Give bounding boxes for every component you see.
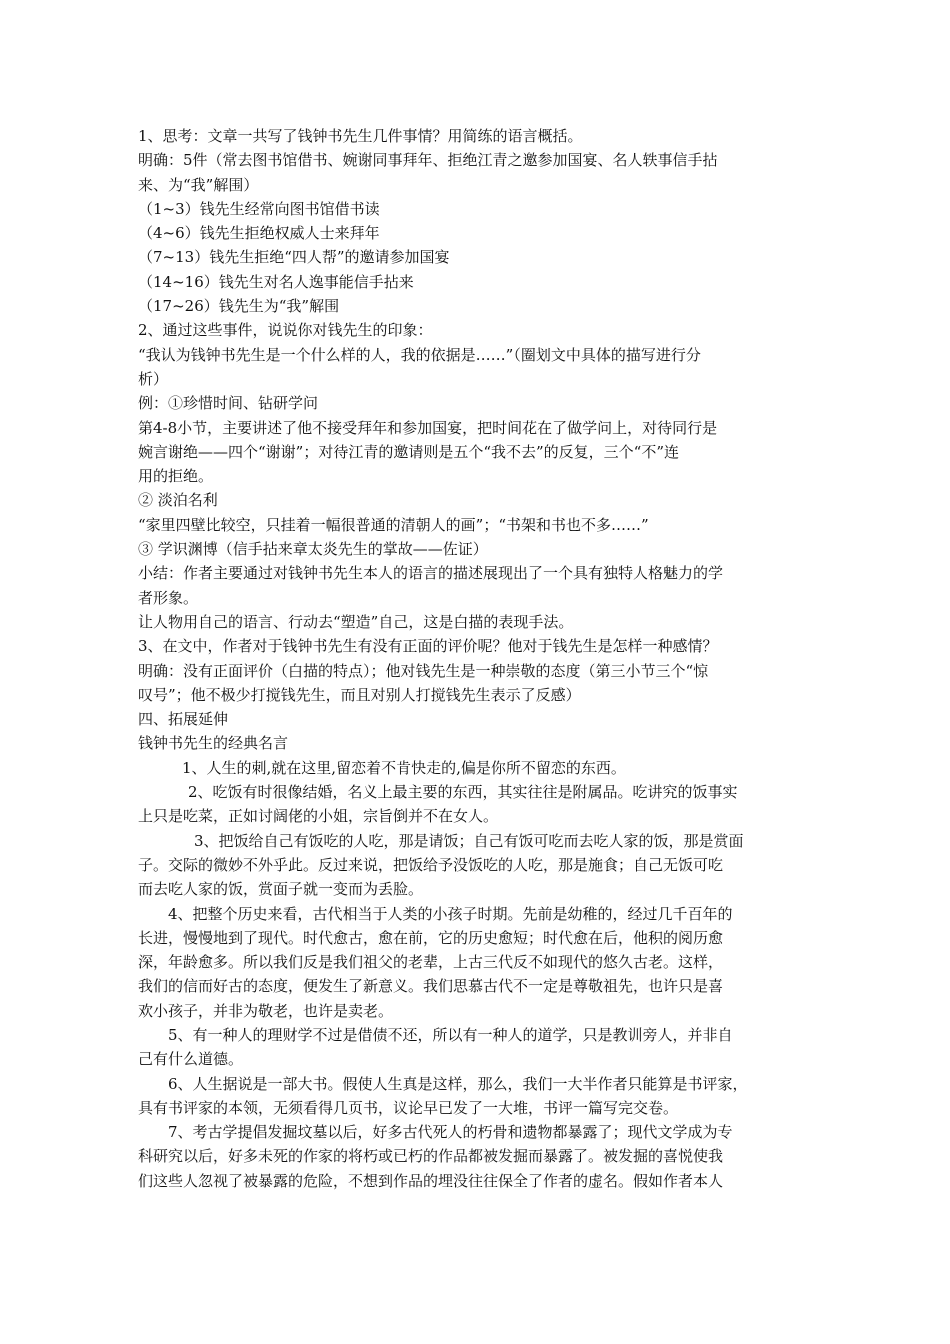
quote-2: 2、吃饭有时很像结婚，名义上最主要的东西，其实往往是附属品。吃讲究的饭事实 上只是吃菜，正如讨阔佬的小姐，宗旨倒并不在女人。 <box>138 783 738 826</box>
q3-answer-line-2: 叹号”；他不极少打搅钱先生，而且对别人打搅钱先生表示了反感） <box>138 685 581 704</box>
quote-6: 6、人生据说是一部大书。假使人生真是这样，那么，我们一大半作者只能算是书评家， 具有书评家的本领，无须看得几页书，议论早已发了一大堆，书评一篇写完交卷。 <box>138 1074 748 1117</box>
q2-example-1-line-2: 婉言谢绝——四个“谢谢”；对待江青的邀请则是五个“我不去”的反复，三个“不”连 <box>138 442 680 461</box>
q1-item-3: （7~13）钱先生拒绝“四人帮”的邀请参加国宴 <box>138 248 450 267</box>
q2-prompt-line-1: “我认为钱钟书先生是一个什么样的人，我的依据是……”（圈划文中具体的描写进行分 <box>138 345 701 364</box>
quote-5: 5、有一种人的理财学不过是借债不还，所以有一种人的道学，只是教训旁人，并非自 己有什么道德。 <box>138 1025 733 1069</box>
quote-4: 4、把整个历史来看，古代相当于人类的小孩子时期。先前是幼稚的，经过几千百年的 长进，慢慢地到了现代。时代愈古，愈在前，它的历史愈短；时代愈在后，他积的阅历愈 深，年龄愈多。所以我们反是我们祖父的老辈，上古三代反不如现代的悠久古老。这样， 我们的信而好古的态度，便发生了新意义。我们思慕古代不一定是尊敬祖先，也许只是喜 欢小孩子，并非为敬老，也许是卖老。 <box>138 904 733 1020</box>
q2-note: 让人物用自己的语言、行动去“塑造”自己，这是白描的表现手法。 <box>138 612 574 631</box>
q2-question: 2、通过这些事件，说说你对钱先生的印象： <box>138 321 433 340</box>
q1-question: 1、思考：文章一共写了钱钟书先生几件事情？用简练的语言概括。 <box>138 127 583 145</box>
q1-item-5: （17~26）钱先生为“我”解围 <box>138 297 340 316</box>
q2-example-2-text: “家里四壁比较空，只挂着一幅很普通的清朝人的画”；“书架和书也不多……” <box>138 515 649 534</box>
part4-heading: 四、拓展延伸 <box>138 710 229 729</box>
q2-example-3-title: ③ 学识渊博（信手拈来章太炎先生的掌故——佐证） <box>138 540 488 559</box>
quote-1: 1、人生的刺,就在这里,留恋着不肯快走的,偏是你所不留恋的东西。 <box>182 758 626 777</box>
q1-item-1: （1~3）钱先生经常向图书馆借书读 <box>138 199 380 218</box>
q2-example-1-title: 例：①珍惜时间、钻研学问 <box>138 394 319 413</box>
q2-example-1-line-3: 用的拒绝。 <box>138 467 214 486</box>
q2-example-2-title: ② 淡泊名利 <box>138 491 218 510</box>
q2-summary-line-2: 者形象。 <box>138 588 199 607</box>
q3-answer-line-1: 明确：没有正面评价（白描的特点）；他对钱先生是一种崇敬的态度（第三小节三个“惊 <box>138 661 709 680</box>
quote-7: 7、考古学提倡发掘坟墓以后，好多古代死人的朽骨和遗物都暴露了；现代文学成为专 科研究以后，好多未死的作家的将朽或已朽的作品都被发掘而暴露了。被发掘的喜悦使我 们这些人忽视了被暴露的危险，不想到作品的埋没往往保全了作者的虚名。假如作者本人 <box>138 1123 733 1190</box>
q3-question: 3、在文中，作者对于钱钟书先生有没有正面的评价呢？他对于钱先生是怎样一种感情？ <box>138 637 718 656</box>
document-page <box>138 124 818 1193</box>
q2-summary-line-1: 小结：作者主要通过对钱钟书先生本人的语言的描述展现出了一个具有独特人格魅力的学 <box>138 564 724 583</box>
q2-example-1-line-1: 第4-8小节，主要讲述了他不接受拜年和参加国宴，把时间花在了做学问上，对待同行是 <box>138 418 718 437</box>
part4-subheading: 钱钟书先生的经典名言 <box>138 734 289 753</box>
q1-answer-line-2: 来、为“我”解围） <box>138 175 259 194</box>
q1-item-2: （4~6）钱先生拒绝权威人士来拜年 <box>138 224 380 243</box>
q1-item-4: （14~16）钱先生对名人逸事能信手拈来 <box>138 272 414 291</box>
quote-3: 3、把饭给自己有饭吃的人吃，那是请饭；自己有饭可吃而去吃人家的饭，那是赏面 子。交际的微妙不外乎此。反过来说，把饭给予没饭吃的人吃，那是施食；自己无饭可吃 而去吃人家的饭，赏面子就一变而为丢脸。 <box>138 831 744 899</box>
q1-answer-line-1: 明确：5件（常去图书馆借书、婉谢同事拜年、拒绝江青之邀参加国宴、名人轶事信手拈 <box>138 151 718 170</box>
q2-prompt-line-2: 析） <box>138 369 169 388</box>
